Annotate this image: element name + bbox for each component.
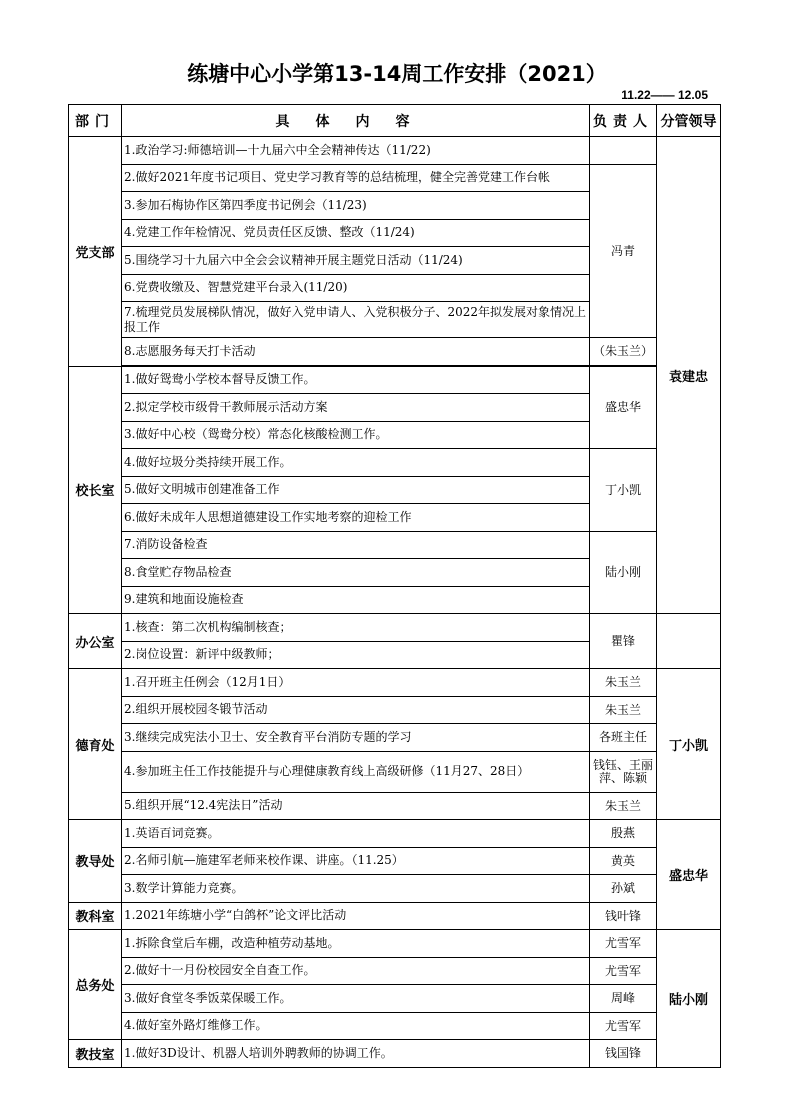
person-cell: 盛忠华 bbox=[590, 366, 657, 449]
person-cell: 孙斌 bbox=[590, 875, 657, 903]
dept-cell: 教导处 bbox=[69, 820, 122, 903]
task-cell: 6.党费收缴及、智慧党建平台录入(11/20) bbox=[122, 274, 590, 302]
task-cell: 3.继续完成宪法小卫士、安全教育平台消防专题的学习 bbox=[122, 724, 590, 752]
task-cell: 5.围绕学习十九届六中全会会议精神开展主题党日活动（11/24) bbox=[122, 247, 590, 275]
table-row bbox=[69, 751, 721, 792]
leader-cell: 盛忠华 bbox=[657, 820, 721, 930]
task-cell: 2.拟定学校市级骨干教师展示活动方案 bbox=[122, 394, 590, 422]
task-cell: 1.政治学习:师德培训—十九届六中全会精神传达（11/22) bbox=[122, 137, 590, 165]
dept-cell: 德育处 bbox=[69, 669, 122, 820]
table-row bbox=[69, 614, 721, 642]
table-row bbox=[69, 930, 721, 958]
person-cell: 殷燕 bbox=[590, 820, 657, 848]
person-cell: 尤雪军 bbox=[590, 930, 657, 958]
dept-cell: 教科室 bbox=[69, 902, 122, 930]
task-cell: 5.组织开展“12.4宪法日”活动 bbox=[122, 792, 590, 820]
task-cell: 9.建筑和地面设施检查 bbox=[122, 586, 590, 614]
person-cell: 朱玉兰 bbox=[590, 792, 657, 820]
leader-cell: 袁建忠 bbox=[657, 137, 721, 614]
table-row bbox=[69, 1040, 721, 1068]
person-cell: 尤雪军 bbox=[590, 1012, 657, 1040]
task-cell: 2.岗位设置：新评中级教师； bbox=[122, 641, 590, 669]
header-dept: 部门 bbox=[69, 105, 122, 137]
person-cell: 钱国锋 bbox=[590, 1040, 657, 1068]
table-row bbox=[69, 820, 721, 848]
dept-cell: 办公室 bbox=[69, 614, 122, 669]
task-cell: 7.梳理党员发展梯队情况，做好入党申请人、入党积极分子、2022年拟发展对象情况上报工作 bbox=[122, 302, 590, 338]
task-cell: 1.做好鸳鸯小学校本督导反馈工作。 bbox=[122, 366, 590, 394]
header-leader: 分管领导 bbox=[657, 105, 721, 137]
task-cell: 4.参加班主任工作技能提升与心理健康教育线上高级研修（11月27、28日） bbox=[122, 751, 590, 792]
person-cell: 钱叶锋 bbox=[590, 902, 657, 930]
person-cell: 尤雪军 bbox=[590, 957, 657, 985]
person-cell: （朱玉兰） bbox=[590, 338, 657, 366]
task-cell: 5.做好文明城市创建准备工作 bbox=[122, 476, 590, 504]
person-cell: 陆小刚 bbox=[590, 531, 657, 614]
task-cell: 1.英语百词竞赛。 bbox=[122, 820, 590, 848]
person-cell: 朱玉兰 bbox=[590, 696, 657, 724]
task-cell: 1.做好3D设计、机器人培训外聘教师的协调工作。 bbox=[122, 1040, 590, 1068]
person-cell: 钱钰、王丽萍、陈颖 bbox=[590, 751, 657, 792]
table-row bbox=[69, 724, 721, 752]
table-row bbox=[69, 531, 721, 559]
table-row bbox=[69, 137, 721, 165]
page-title: 练塘中心小学第13-14周工作安排（2021） bbox=[187, 62, 607, 86]
schedule-table bbox=[68, 104, 721, 1068]
task-cell: 4.做好室外路灯维修工作。 bbox=[122, 1012, 590, 1040]
table-row bbox=[69, 338, 721, 366]
table-row bbox=[69, 366, 721, 394]
table-row bbox=[69, 696, 721, 724]
task-cell: 7.消防设备检查 bbox=[122, 531, 590, 559]
dept-cell: 教技室 bbox=[69, 1040, 122, 1068]
task-cell: 3.数学计算能力竞赛。 bbox=[122, 875, 590, 903]
task-cell: 8.志愿服务每天打卡活动 bbox=[122, 338, 590, 366]
table-row bbox=[69, 669, 721, 697]
person-cell: 周峰 bbox=[590, 985, 657, 1013]
header-person: 负责人 bbox=[590, 105, 657, 137]
person-cell: 丁小凯 bbox=[590, 449, 657, 532]
dept-cell: 总务处 bbox=[69, 930, 122, 1040]
table-row bbox=[69, 902, 721, 930]
person-cell bbox=[590, 137, 657, 165]
header-row bbox=[69, 105, 721, 137]
task-cell: 2.做好2021年度书记项目、党史学习教育等的总结梳理，健全完善党建工作台帐 bbox=[122, 164, 590, 192]
table-row bbox=[69, 792, 721, 820]
task-cell: 1.召开班主任例会（12月1日） bbox=[122, 669, 590, 697]
leader-cell-empty bbox=[657, 614, 721, 669]
task-cell: 2.名师引航—施建军老师来校作课、讲座。（11.25） bbox=[122, 847, 590, 875]
dept-cell: 校长室 bbox=[69, 366, 122, 614]
table-row bbox=[69, 985, 721, 1013]
task-cell: 4.做好垃圾分类持续开展工作。 bbox=[122, 449, 590, 477]
date-range: 11.22—— 12.05 bbox=[621, 88, 708, 102]
task-cell: 2.组织开展校园冬锻节活动 bbox=[122, 696, 590, 724]
task-cell: 6.做好未成年人思想道德建设工作实地考察的迎检工作 bbox=[122, 504, 590, 532]
task-cell: 3.做好中心校（鸳鸯分校）常态化核酸检测工作。 bbox=[122, 421, 590, 449]
table-row bbox=[69, 957, 721, 985]
task-cell: 1.2021年练塘小学“白鸽杯”论文评比活动 bbox=[122, 902, 590, 930]
dept-cell: 党支部 bbox=[69, 137, 122, 367]
task-cell: 3.参加石梅协作区第四季度书记例会（11/23) bbox=[122, 192, 590, 220]
leader-cell: 丁小凯 bbox=[657, 669, 721, 820]
table-row bbox=[69, 1012, 721, 1040]
person-cell: 冯青 bbox=[590, 164, 657, 338]
task-cell: 3.做好食堂冬季饭菜保暖工作。 bbox=[122, 985, 590, 1013]
header-content: 具体内容 bbox=[122, 105, 590, 137]
task-cell: 1.核查：第二次机构编制核查； bbox=[122, 614, 590, 642]
leader-cell: 陆小刚 bbox=[657, 930, 721, 1068]
task-cell: 1.拆除食堂后车棚，改造种植劳动基地。 bbox=[122, 930, 590, 958]
person-cell: 瞿锋 bbox=[590, 614, 657, 669]
task-cell: 4.党建工作年检情况、党员责任区反馈、整改（11/24) bbox=[122, 219, 590, 247]
person-cell: 黄英 bbox=[590, 847, 657, 875]
table-row bbox=[69, 847, 721, 875]
task-cell: 2.做好十一月份校园安全自查工作。 bbox=[122, 957, 590, 985]
table-row bbox=[69, 875, 721, 903]
person-cell: 各班主任 bbox=[590, 724, 657, 752]
task-cell: 8.食堂贮存物品检查 bbox=[122, 559, 590, 587]
table-row bbox=[69, 164, 721, 192]
person-cell: 朱玉兰 bbox=[590, 669, 657, 697]
table-row bbox=[69, 449, 721, 477]
